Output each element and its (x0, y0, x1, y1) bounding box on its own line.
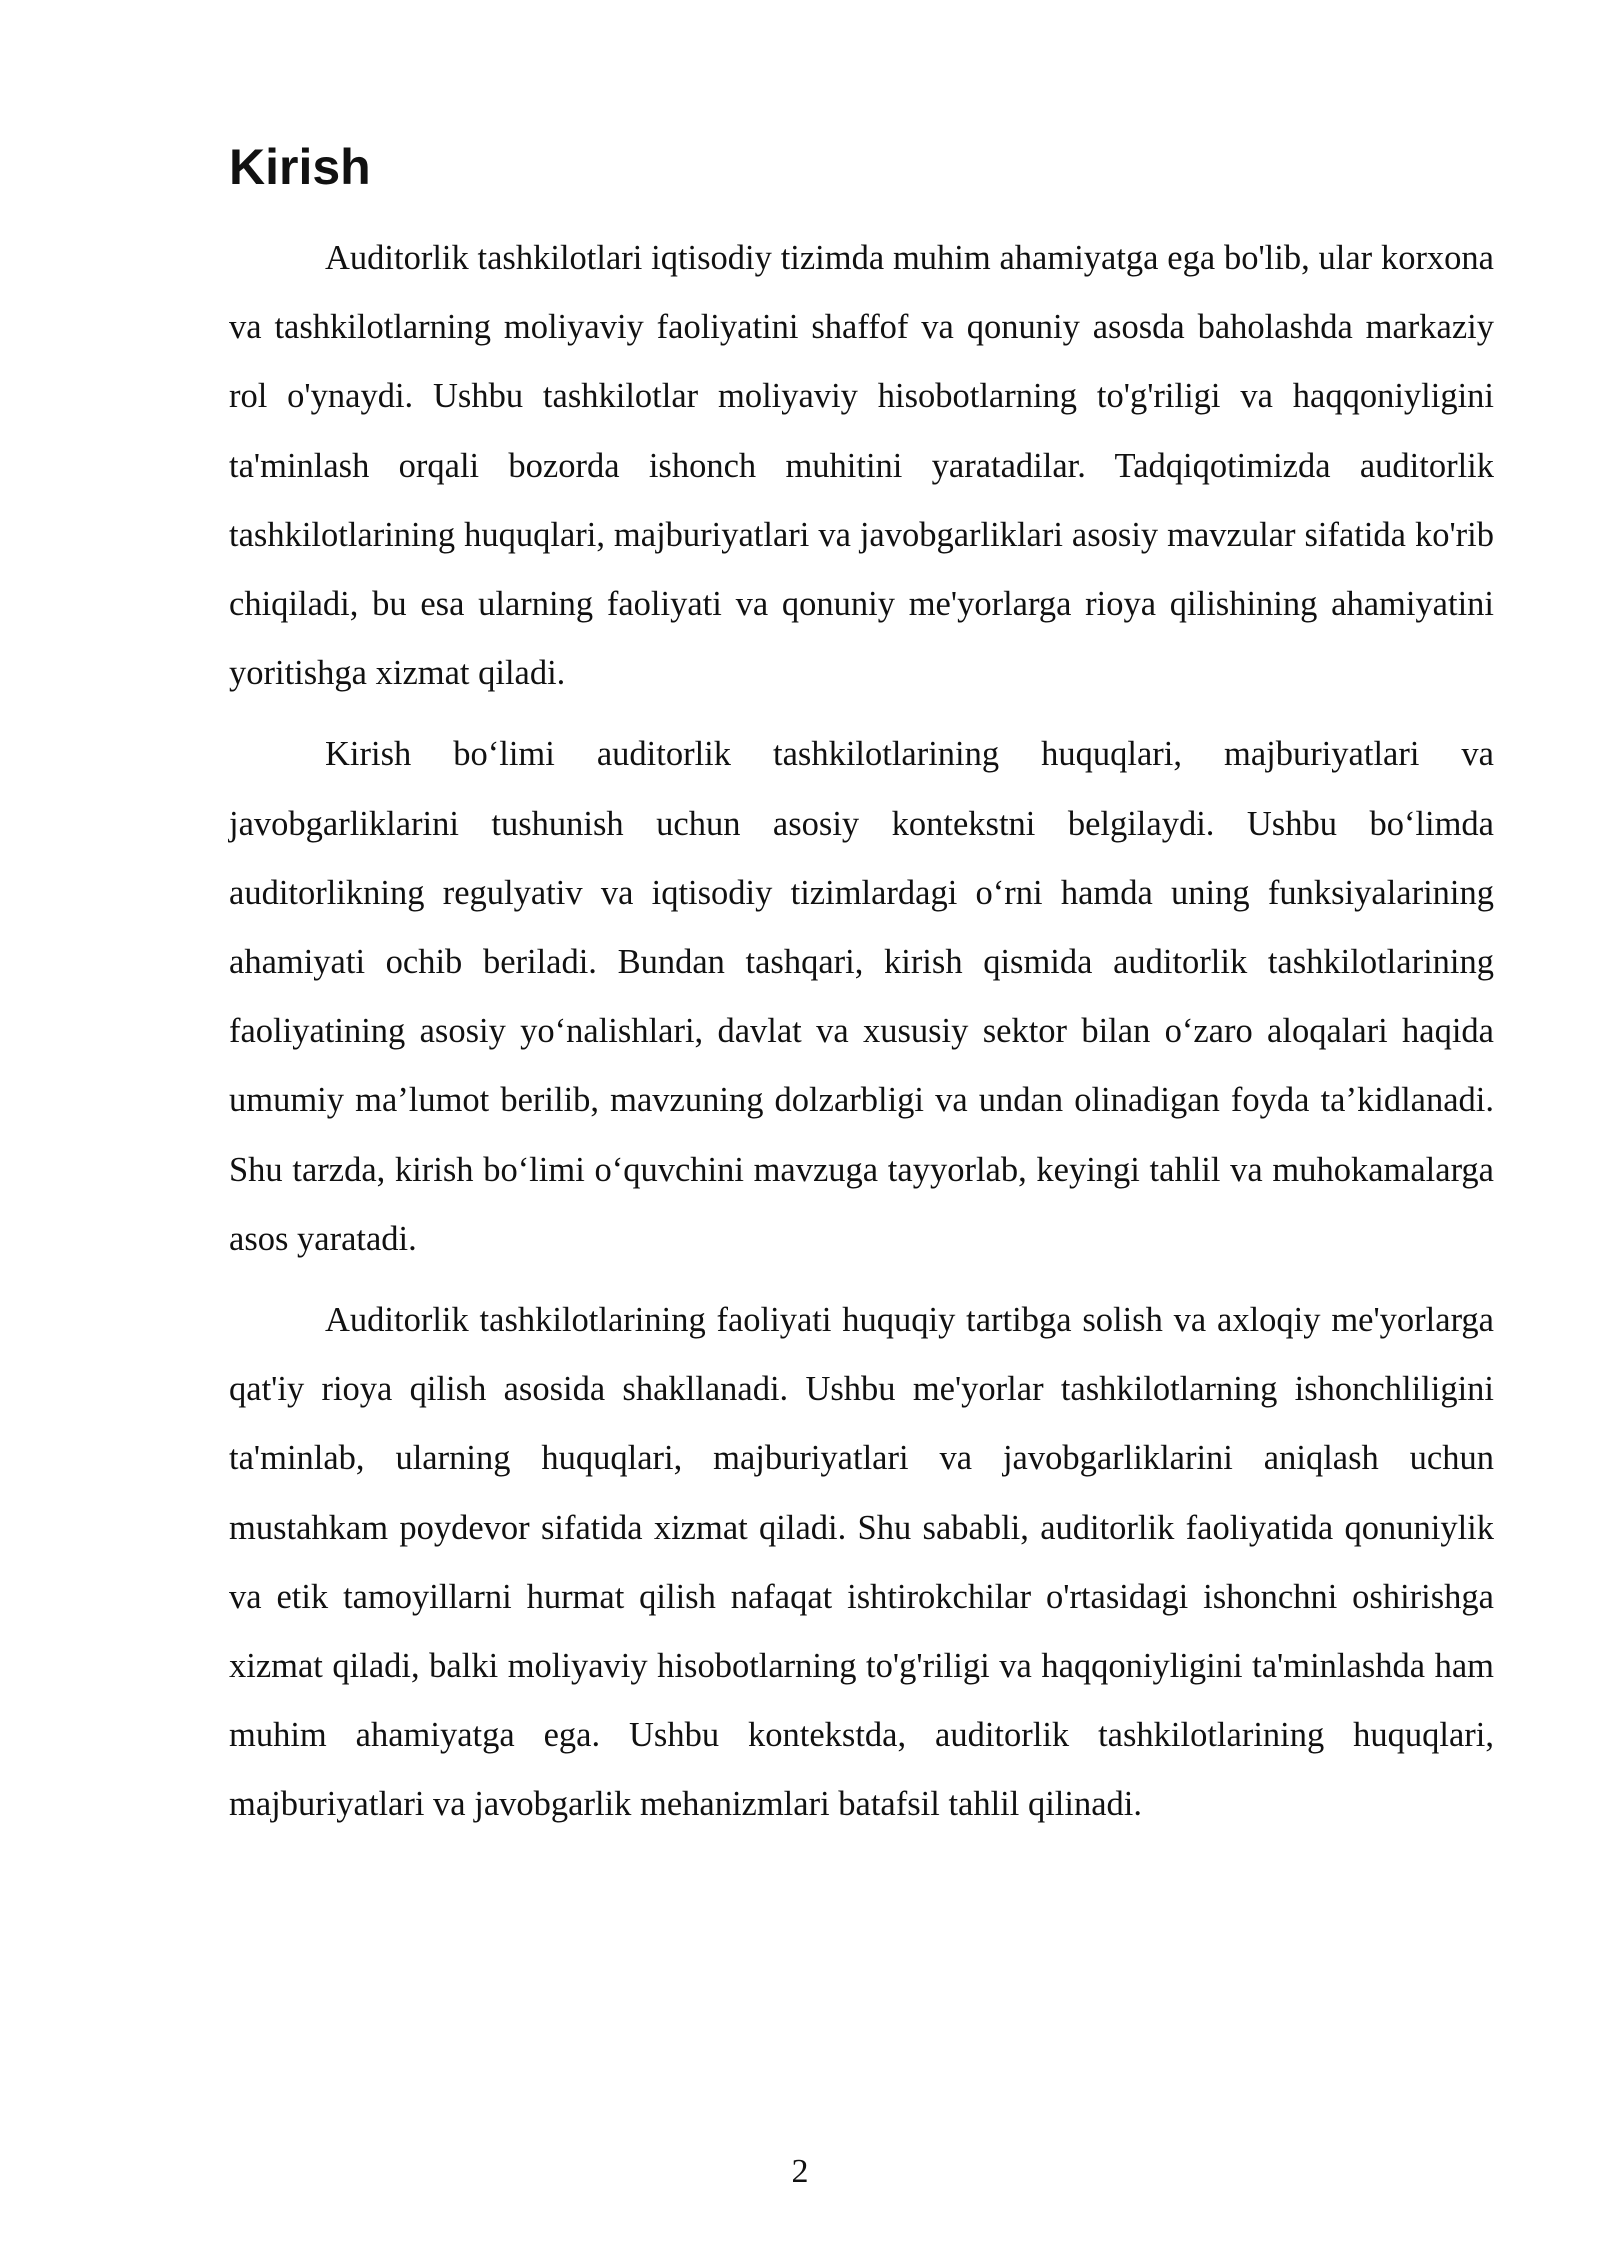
body-paragraph-2: Kirish bo‘limi auditorlik tashkilotlarining huquqlari, majburiyatlari va javobgarliklarini tushunish uchun asosiy kontekstni belgilaydi. Ushbu bo‘limda auditorlikning regulyativ va iqtisodiy tizimlardagi o‘rni hamda uning funksiyalarining ahamiyati ochib beriladi. Bundan tashqari, kirish qismida auditorlik tashkilotlarining faoliyatining asosiy yo‘nalishlari, davlat va xususiy sektor bilan o‘zaro aloqalari haqida umumiy ma’lumot berilib, mavzuning dolzarbligi va undan olinadigan foyda ta’kidlanadi. Shu tarzda, kirish bo‘limi o‘quvchini mavzuga tayyorlab, keyingi tahlil va muhokamalarga asos yaratadi. (229, 735, 1494, 1258)
body-paragraph-1: Auditorlik tashkilotlari iqtisodiy tizimda muhim ahamiyatga ega bo'lib, ular korxona va tashkilotlarning moliyaviy faoliyatini shaffof va qonuniy asosda baholashda markaziy rol o'ynaydi. Ushbu tashkilotlar moliyaviy hisobotlarning to'g'riligi va haqqoniyligini ta'minlash orqali bozorda ishonch muhitini yaratadilar. Tadqiqotimizda auditorlik tashkilotlarining huquqlari, majburiyatlari va javobgarliklari asosiy mavzular sifatida ko'rib chiqiladi, bu esa ularning faoliyati va qonuniy me'yorlarga rioya qilishining ahamiyatini yoritishga xizmat qiladi. (229, 239, 1494, 693)
page-content (229, 128, 1494, 1840)
page-number: 2 (791, 2153, 809, 2190)
section-heading: Kirish (229, 139, 371, 195)
body-paragraph-3: Auditorlik tashkilotlarining faoliyati huquqiy tartibga solish va axloqiy me'yorlarga qat'iy rioya qilish asosida shakllanadi. Ushbu me'yorlar tashkilotlarning ishonchliligini ta'minlab, ularning huquqlari, majburiyatlari va javobgarliklarini aniqlash uchun mustahkam poydevor sifatida xizmat qiladi. Shu sababli, auditorlik faoliyatida qonuniylik va etik tamoyillarni hurmat qilish nafaqat ishtirokchilar o'rtasidagi ishonchni oshirishga xizmat qiladi, balki moliyaviy hisobotlarning to'g'riligi va haqqoniyligini ta'minlashda ham muhim ahamiyatga ega. Ushbu kontekstda, auditorlik tashkilotlarining huquqlari, majburiyatlari va javobgarlik mehanizmlari batafsil tahlil qilinadi. (229, 1301, 1494, 1824)
